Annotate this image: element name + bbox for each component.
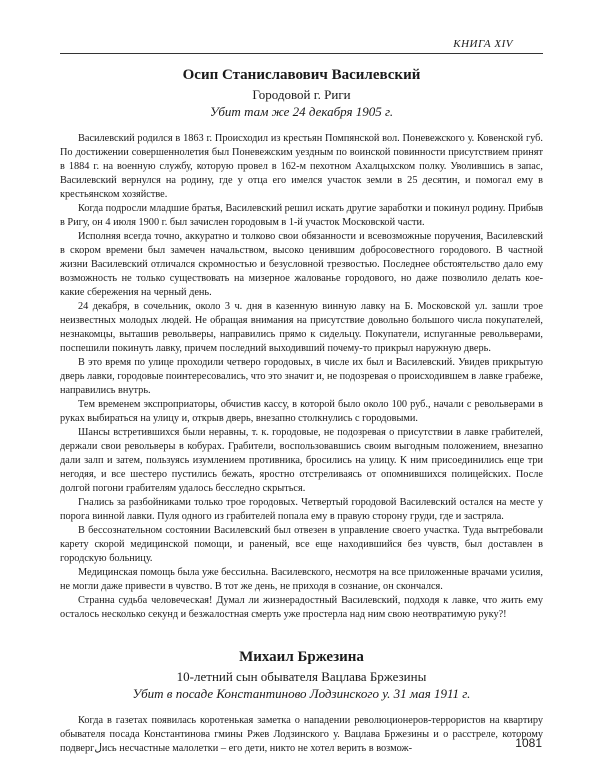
- paragraph: Гнались за разбойниками только трое городовых. Четвертый городовой Василевский остался на месте у порога винной лавки. Пуля одного из грабителей попала ему в правую сторону груди, где и застряла.: [60, 497, 543, 522]
- entry-death-line: Убит там же 24 декабря 1905 г.: [209, 104, 394, 119]
- entry-subtitle: 10-летний сын обывателя Вацлава Бржезины: [176, 669, 427, 684]
- entry-brzhezina: [60, 646, 543, 756]
- paragraph: Тем временем экспроприаторы, обчистив кассу, в которой было около 100 руб., начали с револьверами в руках выбираться на улицу и, открыв дверь, внезапно столкнулись с городовыми.: [60, 399, 543, 424]
- entry-subtitle: Городовой г. Риги: [252, 87, 351, 102]
- header-rule: [60, 53, 543, 54]
- entry-vasilevsky: [60, 64, 543, 622]
- entry-name: Михаил Бржезина: [239, 649, 364, 665]
- paragraph: Исполняя всегда точно, аккуратно и толково свои обязанности и всевозможные поручения, Василевский в скором времени был замечен начальством, высоко ценившим добросовестного городового. В частной жизни Василевский отличался скромностью и безусловной трезвостью. Последнее обстоятельство дало ему возможность не только существовать на мизерное жалованье городового, но даже позволило делать кое-какие сбережения на черный день.: [60, 231, 543, 298]
- entry-name: Осип Станиславович Василевский: [182, 67, 421, 83]
- paragraph: В это время по улице проходили четверо городовых, в числе их был и Василевский. Увидев прикрытую дверь лавки, городовые поинтересовались, что это значит и, не подозревая о происходившем в лавке грабеже, направились внутрь.: [60, 357, 543, 396]
- paragraph: Когда подросли младшие братья, Василевский решил искать другие заработки и покинул родину. Прибыв в Ригу, он 4 июля 1900 г. был зачислен городовым в 1-й участок Московской части.: [60, 203, 543, 228]
- running-head: КНИГА XIV: [453, 38, 513, 50]
- paragraph: Василевский родился в 1863 г. Происходил из крестьян Помпянской вол. Поневежского у. Ковенской губ. По достижении совершеннолетия был Поневежским уездным по воинской повинности присутствием принят в 1884 г. на военную службу, которую провел в 162-м пехотном Ахалцыхском полку. Уволившись в запас, Василевский вернулся на родину, где у отца его имелся участок земли в 25 десятин, и помогал ему в крестьянском хозяйстве.: [60, 133, 543, 200]
- entry-body: [60, 132, 543, 622]
- page-number: 1081: [515, 736, 542, 750]
- text-column: [60, 64, 543, 756]
- entry-body: [60, 714, 543, 756]
- paragraph: Медицинская помощь была уже бессильна. Василевского, несмотря на все приложенные врачами усилия, не могли даже привести в чувство. В тот же день, не приходя в сознание, он скончался.: [60, 567, 543, 592]
- paragraph: Шансы встретившихся были неравны, т. к. городовые, не подозревая о присутствии в лавке грабителей, держали свои револьверы в кобурах. Грабители, воспользовавшись своим выгодным положением, внезапно дали залп и затем, пользуясь изумлением противника, бросились на улицу. К ним присоединились еще три негодяя, и все шестеро пустились бежать, яростно отстреливаясь от опомнившихся полицейских. После долгой погони грабителям удалось бесследно скрыться.: [60, 427, 543, 494]
- entry-death-line: Убит в посаде Константиново Лодзинского у. 31 мая 1911 г.: [132, 686, 471, 701]
- paragraph: Странна судьба человеческая! Думал ли жизнерадостный Василевский, подходя к лавке, что жить ему осталось несколько секунд и безжалостная смерть уже простерла над ним свою неотвратимую руку?!: [60, 595, 543, 620]
- paragraph: Когда в газетах появилась коротенькая заметка о нападении революционеров-террористов на квартиру обывателя посада Константинова гмины Ржев Лодзинского у. Вацлава Бржезины и о расстреле, которому подвергلись несчастные малолетки – его дети, никто не хотел верить в возмож-: [60, 715, 543, 754]
- paragraph: 24 декабря, в сочельник, около 3 ч. дня в казенную винную лавку на Б. Московской ул. зашли трое неизвестных молодых людей. Не обращая внимания на присутствие довольно большого числа покупателей, незнакомцы, выташив револьверы, направились прямо к сидельцу. Покупатели, испуганные револьверами, поспешили покинуть лавку, причем последний выходивший почему-то прикрыл наружную дверь.: [60, 301, 543, 354]
- paragraph: В бессознательном состоянии Василевский был отвезен в управление своего участка. Туда вытребовали карету скорой медицинской помощи, и раненый, все еще находившийся без чувств, был доставлен в городскую больницу.: [60, 525, 543, 564]
